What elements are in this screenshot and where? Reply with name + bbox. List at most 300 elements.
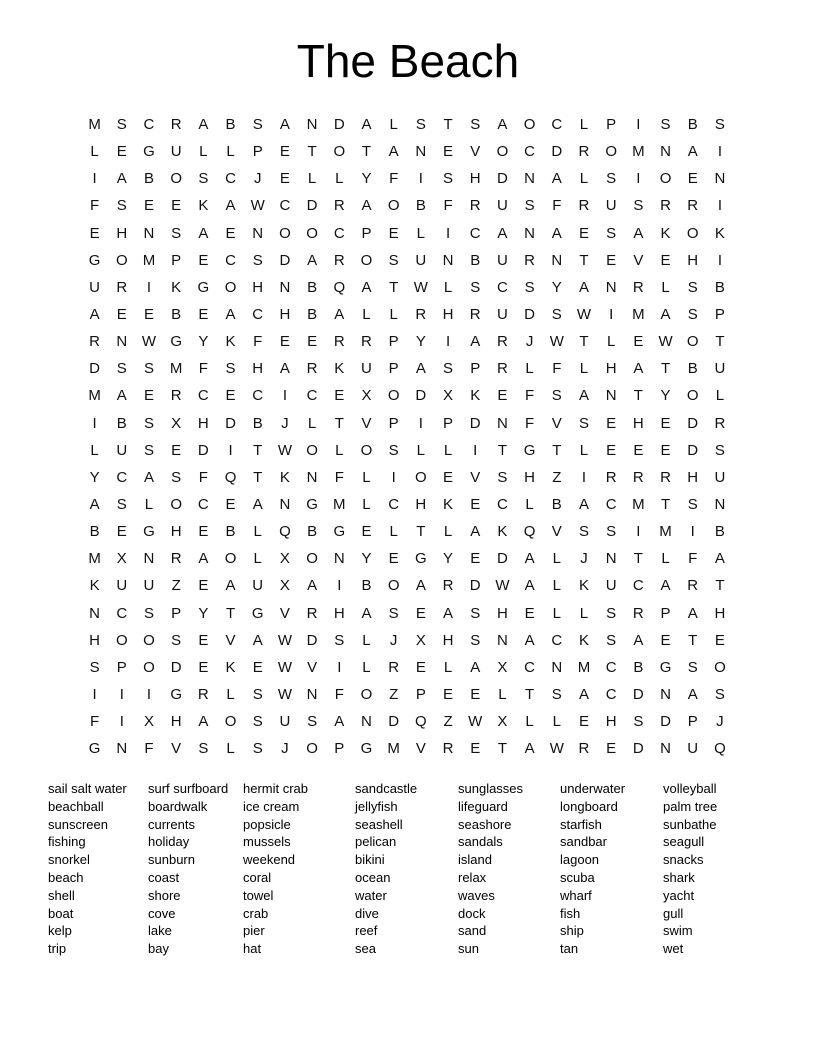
grid-letter: X xyxy=(497,713,508,731)
grid-letter: R xyxy=(632,468,644,486)
grid-letter: C xyxy=(524,658,536,676)
grid-letter: E xyxy=(116,143,127,161)
grid-letter: R xyxy=(116,278,128,296)
grid-letter: E xyxy=(279,333,290,351)
grid-letter: L xyxy=(226,740,235,758)
grid-letter: W xyxy=(658,333,673,351)
grid-letter: A xyxy=(225,577,236,595)
word-item: wharf xyxy=(560,887,592,903)
word-item: kelp xyxy=(48,923,72,939)
word-list-column xyxy=(663,780,717,958)
word-item: surf surfboard xyxy=(148,781,229,796)
grid-letter: K xyxy=(171,278,182,296)
grid-letter: M xyxy=(387,740,400,758)
grid-letter: A xyxy=(143,468,154,486)
grid-letter: O xyxy=(143,631,155,649)
grid-letter: S xyxy=(116,197,127,215)
grid-letter: N xyxy=(714,496,726,514)
grid-letter: R xyxy=(333,197,345,215)
grid-letter: E xyxy=(252,658,263,676)
grid-letter: V xyxy=(551,523,562,541)
grid-letter: Z xyxy=(171,577,181,595)
grid-letter: S xyxy=(116,116,127,134)
grid-letter: I xyxy=(636,116,641,134)
grid-letter: Z xyxy=(443,713,453,731)
grid-letter: S xyxy=(143,441,154,459)
grid-letter: P xyxy=(171,251,182,269)
grid-letter: Y xyxy=(198,333,209,351)
grid-letter: H xyxy=(687,251,699,269)
grid-letter: O xyxy=(686,224,699,242)
grid-letter: L xyxy=(90,441,99,459)
grid-letter: F xyxy=(90,197,100,215)
grid-letter: V xyxy=(470,468,481,486)
grid-letter: E xyxy=(279,143,290,161)
word-item: lagoon xyxy=(560,852,600,868)
word-item: crab xyxy=(243,905,269,921)
grid-letter: X xyxy=(143,713,154,731)
grid-letter: L xyxy=(715,387,725,405)
grid-letter: W xyxy=(277,441,292,459)
word-item: water xyxy=(355,887,387,903)
grid-letter: T xyxy=(253,441,263,459)
grid-letter: B xyxy=(116,414,127,432)
grid-letter: J xyxy=(525,333,534,351)
grid-letter: B xyxy=(633,658,644,676)
grid-letter: K xyxy=(334,360,345,378)
grid-letter: D xyxy=(496,550,508,568)
grid-letter: G xyxy=(143,143,155,161)
grid-letter: H xyxy=(252,360,264,378)
grid-letter: E xyxy=(606,441,617,459)
grid-letter: L xyxy=(661,278,670,296)
grid-letter: R xyxy=(89,333,101,351)
grid-letter: S xyxy=(578,523,589,541)
grid-letter: V xyxy=(279,604,290,622)
grid-letter: T xyxy=(497,740,507,758)
grid-letter: I xyxy=(473,441,478,459)
grid-letter: P xyxy=(116,658,127,676)
grid-letter: W xyxy=(250,197,265,215)
grid-letter: T xyxy=(361,143,372,161)
grid-letter: B xyxy=(252,414,263,432)
grid-letter: V xyxy=(225,631,236,649)
grid-letter: S xyxy=(606,523,617,541)
grid-letter: W xyxy=(549,333,564,351)
word-item: towel xyxy=(243,887,274,903)
grid-letter: T xyxy=(307,143,317,161)
word-list-column xyxy=(48,780,127,958)
grid-letter: C xyxy=(496,496,508,514)
grid-letter: N xyxy=(252,224,264,242)
grid-letter: H xyxy=(252,278,264,296)
grid-letter: K xyxy=(198,197,209,215)
word-item: sandals xyxy=(458,834,503,850)
word-item: swim xyxy=(663,923,693,939)
grid-letter: R xyxy=(469,197,481,215)
grid-letter: S xyxy=(171,224,182,242)
word-item: jellyfish xyxy=(355,798,398,814)
grid-letter: N xyxy=(605,550,617,568)
grid-letter: O xyxy=(360,251,373,269)
grid-letter: R xyxy=(660,468,671,486)
grid-letter: M xyxy=(659,523,672,541)
grid-letter: L xyxy=(579,116,589,134)
grid-letter: A xyxy=(198,713,209,731)
grid-letter: T xyxy=(715,577,725,595)
grid-letter: E xyxy=(660,631,671,649)
grid-letter: C xyxy=(116,604,128,622)
grid-letter: X xyxy=(279,550,290,568)
grid-letter: U xyxy=(714,360,726,378)
grid-letter: L xyxy=(579,441,589,459)
grid-letter: E xyxy=(143,387,154,405)
grid-letter: Y xyxy=(361,170,372,188)
grid-letter: R xyxy=(170,116,182,134)
grid-letter: T xyxy=(525,686,535,704)
grid-letter: E xyxy=(225,496,236,514)
word-item: shore xyxy=(148,887,181,903)
grid-letter: E xyxy=(143,197,154,215)
grid-letter: S xyxy=(388,441,399,459)
grid-letter: K xyxy=(443,496,454,514)
word-item: yacht xyxy=(663,887,695,903)
grid-letter: Z xyxy=(552,468,562,486)
grid-letter: X xyxy=(171,414,182,432)
grid-letter: U xyxy=(605,577,617,595)
grid-letter: S xyxy=(606,631,617,649)
grid-letter: D xyxy=(469,414,481,432)
grid-letter: I xyxy=(146,278,152,296)
grid-letter: C xyxy=(197,496,209,514)
grid-letter: A xyxy=(89,496,100,514)
grid-letter: S xyxy=(551,686,562,704)
grid-letter: S xyxy=(116,360,127,378)
grid-letter: N xyxy=(660,143,671,161)
grid-letter: A xyxy=(633,631,644,649)
grid-letter: Q xyxy=(333,278,346,296)
grid-letter: Y xyxy=(660,387,671,405)
word-item: shell xyxy=(48,887,75,903)
grid-letter: G xyxy=(306,496,318,514)
grid-letter: S xyxy=(252,686,263,704)
grid-letter: E xyxy=(470,740,481,758)
grid-letter: M xyxy=(88,116,101,134)
grid-letter: B xyxy=(687,360,698,378)
grid-letter: S xyxy=(606,170,617,188)
word-item: hat xyxy=(243,941,262,957)
word-item: ice cream xyxy=(243,798,300,814)
grid-letter: O xyxy=(170,170,182,188)
grid-letter: E xyxy=(443,686,454,704)
grid-letter: P xyxy=(388,333,399,351)
grid-letter: N xyxy=(361,713,372,731)
grid-letter: R xyxy=(660,197,671,215)
grid-letter: W xyxy=(277,631,292,649)
grid-letter: D xyxy=(388,713,400,731)
grid-letter: H xyxy=(469,170,481,188)
grid-letter: P xyxy=(660,604,671,622)
grid-letter: A xyxy=(497,224,508,242)
grid-letter: V xyxy=(361,414,372,432)
grid-letter: L xyxy=(226,143,235,161)
grid-letter: L xyxy=(525,360,534,378)
grid-letter: S xyxy=(660,116,671,134)
grid-letter: C xyxy=(252,306,264,324)
grid-letter: A xyxy=(334,713,345,731)
word-item: longboard xyxy=(560,798,618,814)
grid-letter: D xyxy=(496,170,508,188)
grid-letter: B xyxy=(225,523,236,541)
word-item: relax xyxy=(458,869,487,885)
puzzle-title: The Beach xyxy=(296,35,520,87)
grid-letter: I xyxy=(445,333,451,351)
grid-letter: A xyxy=(225,197,236,215)
grid-letter: D xyxy=(551,143,563,161)
grid-letter: I xyxy=(636,170,641,188)
grid-letter: E xyxy=(443,143,454,161)
word-item: popsicle xyxy=(243,816,291,832)
word-item: dive xyxy=(355,905,379,921)
grid-letter: I xyxy=(119,686,124,704)
grid-letter: I xyxy=(337,577,342,595)
grid-letter: D xyxy=(660,713,671,731)
grid-letter: F xyxy=(334,468,344,486)
word-item: pier xyxy=(243,923,265,939)
word-item: island xyxy=(458,852,492,868)
grid-letter: M xyxy=(142,251,156,269)
word-item: sand xyxy=(458,923,487,939)
grid-letter: O xyxy=(170,496,182,514)
grid-letter: Q xyxy=(523,523,536,541)
grid-letter: O xyxy=(224,550,237,568)
grid-letter: X xyxy=(116,550,127,568)
grid-letter: L xyxy=(362,631,371,649)
grid-letter: E xyxy=(89,224,100,242)
word-list-column xyxy=(458,780,523,958)
grid-letter: E xyxy=(143,306,154,324)
grid-letter: A xyxy=(334,306,345,324)
grid-letter: A xyxy=(497,116,508,134)
grid-letter: D xyxy=(469,577,481,595)
grid-letter: L xyxy=(525,713,534,731)
grid-letter: T xyxy=(389,278,399,296)
grid-letter: A xyxy=(470,523,481,541)
word-item: sea xyxy=(355,941,376,957)
grid-letter: L xyxy=(307,170,317,188)
grid-letter: I xyxy=(92,414,97,432)
grid-letter: A xyxy=(578,496,589,514)
grid-letter: H xyxy=(496,604,508,622)
grid-letter: F xyxy=(552,197,562,215)
grid-letter: A xyxy=(415,360,426,378)
word-item: sail salt water xyxy=(48,781,127,796)
grid-letter: T xyxy=(334,414,344,432)
grid-letter: I xyxy=(690,523,695,541)
word-item: reef xyxy=(355,923,378,939)
word-item: starfish xyxy=(560,816,602,832)
grid-letter: N xyxy=(116,333,128,351)
grid-letter: S xyxy=(606,224,617,242)
grid-letter: S xyxy=(551,387,562,405)
grid-letter: A xyxy=(198,224,209,242)
grid-letter: L xyxy=(443,658,453,676)
grid-letter: I xyxy=(146,686,152,704)
word-item: ship xyxy=(560,923,584,939)
grid-letter: A xyxy=(198,550,209,568)
grid-letter: S xyxy=(307,713,318,731)
grid-letter: S xyxy=(252,116,263,134)
grid-letter: O xyxy=(686,387,699,405)
grid-letter: T xyxy=(633,550,643,568)
grid-letter: E xyxy=(578,713,589,731)
grid-letter: O xyxy=(659,170,672,188)
grid-letter: S xyxy=(443,170,454,188)
grid-letter: L xyxy=(389,116,398,134)
grid-letter: D xyxy=(524,306,536,324)
grid-letter: A xyxy=(252,496,263,514)
grid-letter: E xyxy=(687,170,698,188)
grid-letter: C xyxy=(279,197,291,215)
grid-letter: K xyxy=(470,387,481,405)
grid-letter: E xyxy=(361,523,372,541)
grid-letter: R xyxy=(442,740,454,758)
grid-letter: O xyxy=(686,333,699,351)
grid-letter: L xyxy=(389,306,398,324)
grid-letter: I xyxy=(282,387,287,405)
grid-letter: M xyxy=(632,306,645,324)
grid-letter: U xyxy=(714,468,726,486)
grid-letter: F xyxy=(144,740,154,758)
grid-letter: Y xyxy=(89,468,100,486)
grid-letter: P xyxy=(388,414,399,432)
grid-letter: U xyxy=(496,306,508,324)
grid-letter: A xyxy=(524,631,535,649)
grid-letter: O xyxy=(115,251,128,269)
word-item: trip xyxy=(48,941,67,957)
grid-letter: O xyxy=(224,713,237,731)
grid-letter: K xyxy=(225,333,236,351)
grid-letter: J xyxy=(389,631,398,649)
grid-letter: E xyxy=(116,306,127,324)
grid-letter: L xyxy=(335,441,344,459)
grid-letter: T xyxy=(633,387,643,405)
grid-letter: A xyxy=(361,604,372,622)
grid-letter: A xyxy=(687,143,698,161)
grid-letter: W xyxy=(576,306,592,324)
grid-letter: R xyxy=(442,577,454,595)
word-item: sunbathe xyxy=(663,816,717,832)
grid-letter: D xyxy=(415,387,427,405)
grid-letter: A xyxy=(470,658,481,676)
grid-letter: B xyxy=(714,523,725,541)
grid-letter: K xyxy=(89,577,100,595)
grid-letter: E xyxy=(660,414,671,432)
grid-letter: B xyxy=(89,523,100,541)
grid-letter: A xyxy=(687,604,698,622)
grid-letter: A xyxy=(361,197,372,215)
grid-letter: U xyxy=(605,197,617,215)
grid-letter: S xyxy=(171,468,182,486)
word-item: mussels xyxy=(243,834,291,850)
grid-letter: O xyxy=(224,278,237,296)
grid-letter: E xyxy=(497,387,508,405)
word-item: fish xyxy=(560,905,581,921)
grid-letter: Q xyxy=(279,523,291,541)
word-item: waves xyxy=(458,887,495,903)
grid-letter: S xyxy=(443,360,454,378)
grid-letter: A xyxy=(307,251,318,269)
grid-letter: S xyxy=(470,116,481,134)
grid-letter: C xyxy=(143,116,155,134)
grid-letter: L xyxy=(579,170,589,188)
word-item: tan xyxy=(560,941,579,957)
grid-letter: R xyxy=(524,251,536,269)
grid-letter: O xyxy=(605,143,617,161)
grid-letter: H xyxy=(632,414,644,432)
grid-letter: B xyxy=(307,278,318,296)
grid-letter: K xyxy=(497,523,508,541)
grid-letter: H xyxy=(279,306,291,324)
grid-letter: O xyxy=(143,658,155,676)
grid-letter: X xyxy=(497,658,508,676)
word-item: ocean xyxy=(355,869,391,885)
grid-letter: W xyxy=(277,658,292,676)
grid-letter: A xyxy=(578,686,589,704)
grid-letter: O xyxy=(387,387,400,405)
grid-letter: E xyxy=(198,523,209,541)
grid-letter: M xyxy=(169,360,183,378)
grid-letter: H xyxy=(442,631,454,649)
grid-letter: S xyxy=(633,197,644,215)
grid-letter: B xyxy=(415,197,426,215)
grid-letter: A xyxy=(89,306,100,324)
word-item: lifeguard xyxy=(458,798,508,814)
grid-letter: J xyxy=(253,170,262,188)
grid-letter: S xyxy=(198,170,209,188)
grid-letter: X xyxy=(415,631,426,649)
grid-letter: P xyxy=(687,713,698,731)
grid-letter: A xyxy=(524,740,535,758)
grid-letter: F xyxy=(688,550,698,568)
grid-letter: S xyxy=(578,414,589,432)
grid-letter: D xyxy=(306,631,318,649)
grid-letter: M xyxy=(577,658,591,676)
grid-letter: N xyxy=(524,224,536,242)
grid-letter: E xyxy=(606,251,617,269)
grid-letter: L xyxy=(443,523,453,541)
grid-letter: E xyxy=(714,631,725,649)
grid-letter: I xyxy=(717,143,722,161)
grid-letter: S xyxy=(143,414,154,432)
word-list-column xyxy=(560,780,625,958)
grid-letter: E xyxy=(633,441,644,459)
grid-letter: N xyxy=(306,468,318,486)
grid-letter: X xyxy=(443,387,454,405)
word-item: lake xyxy=(148,923,172,939)
grid-letter: E xyxy=(279,170,290,188)
grid-letter: U xyxy=(415,251,427,269)
grid-letter: A xyxy=(578,387,589,405)
grid-letter: O xyxy=(714,658,726,676)
grid-letter: E xyxy=(470,496,481,514)
word-item: boardwalk xyxy=(148,798,208,814)
grid-letter: E xyxy=(198,658,209,676)
grid-letter: G xyxy=(88,740,101,758)
grid-letter: O xyxy=(115,631,128,649)
grid-letter: I xyxy=(636,523,641,541)
word-list-column xyxy=(355,780,417,958)
